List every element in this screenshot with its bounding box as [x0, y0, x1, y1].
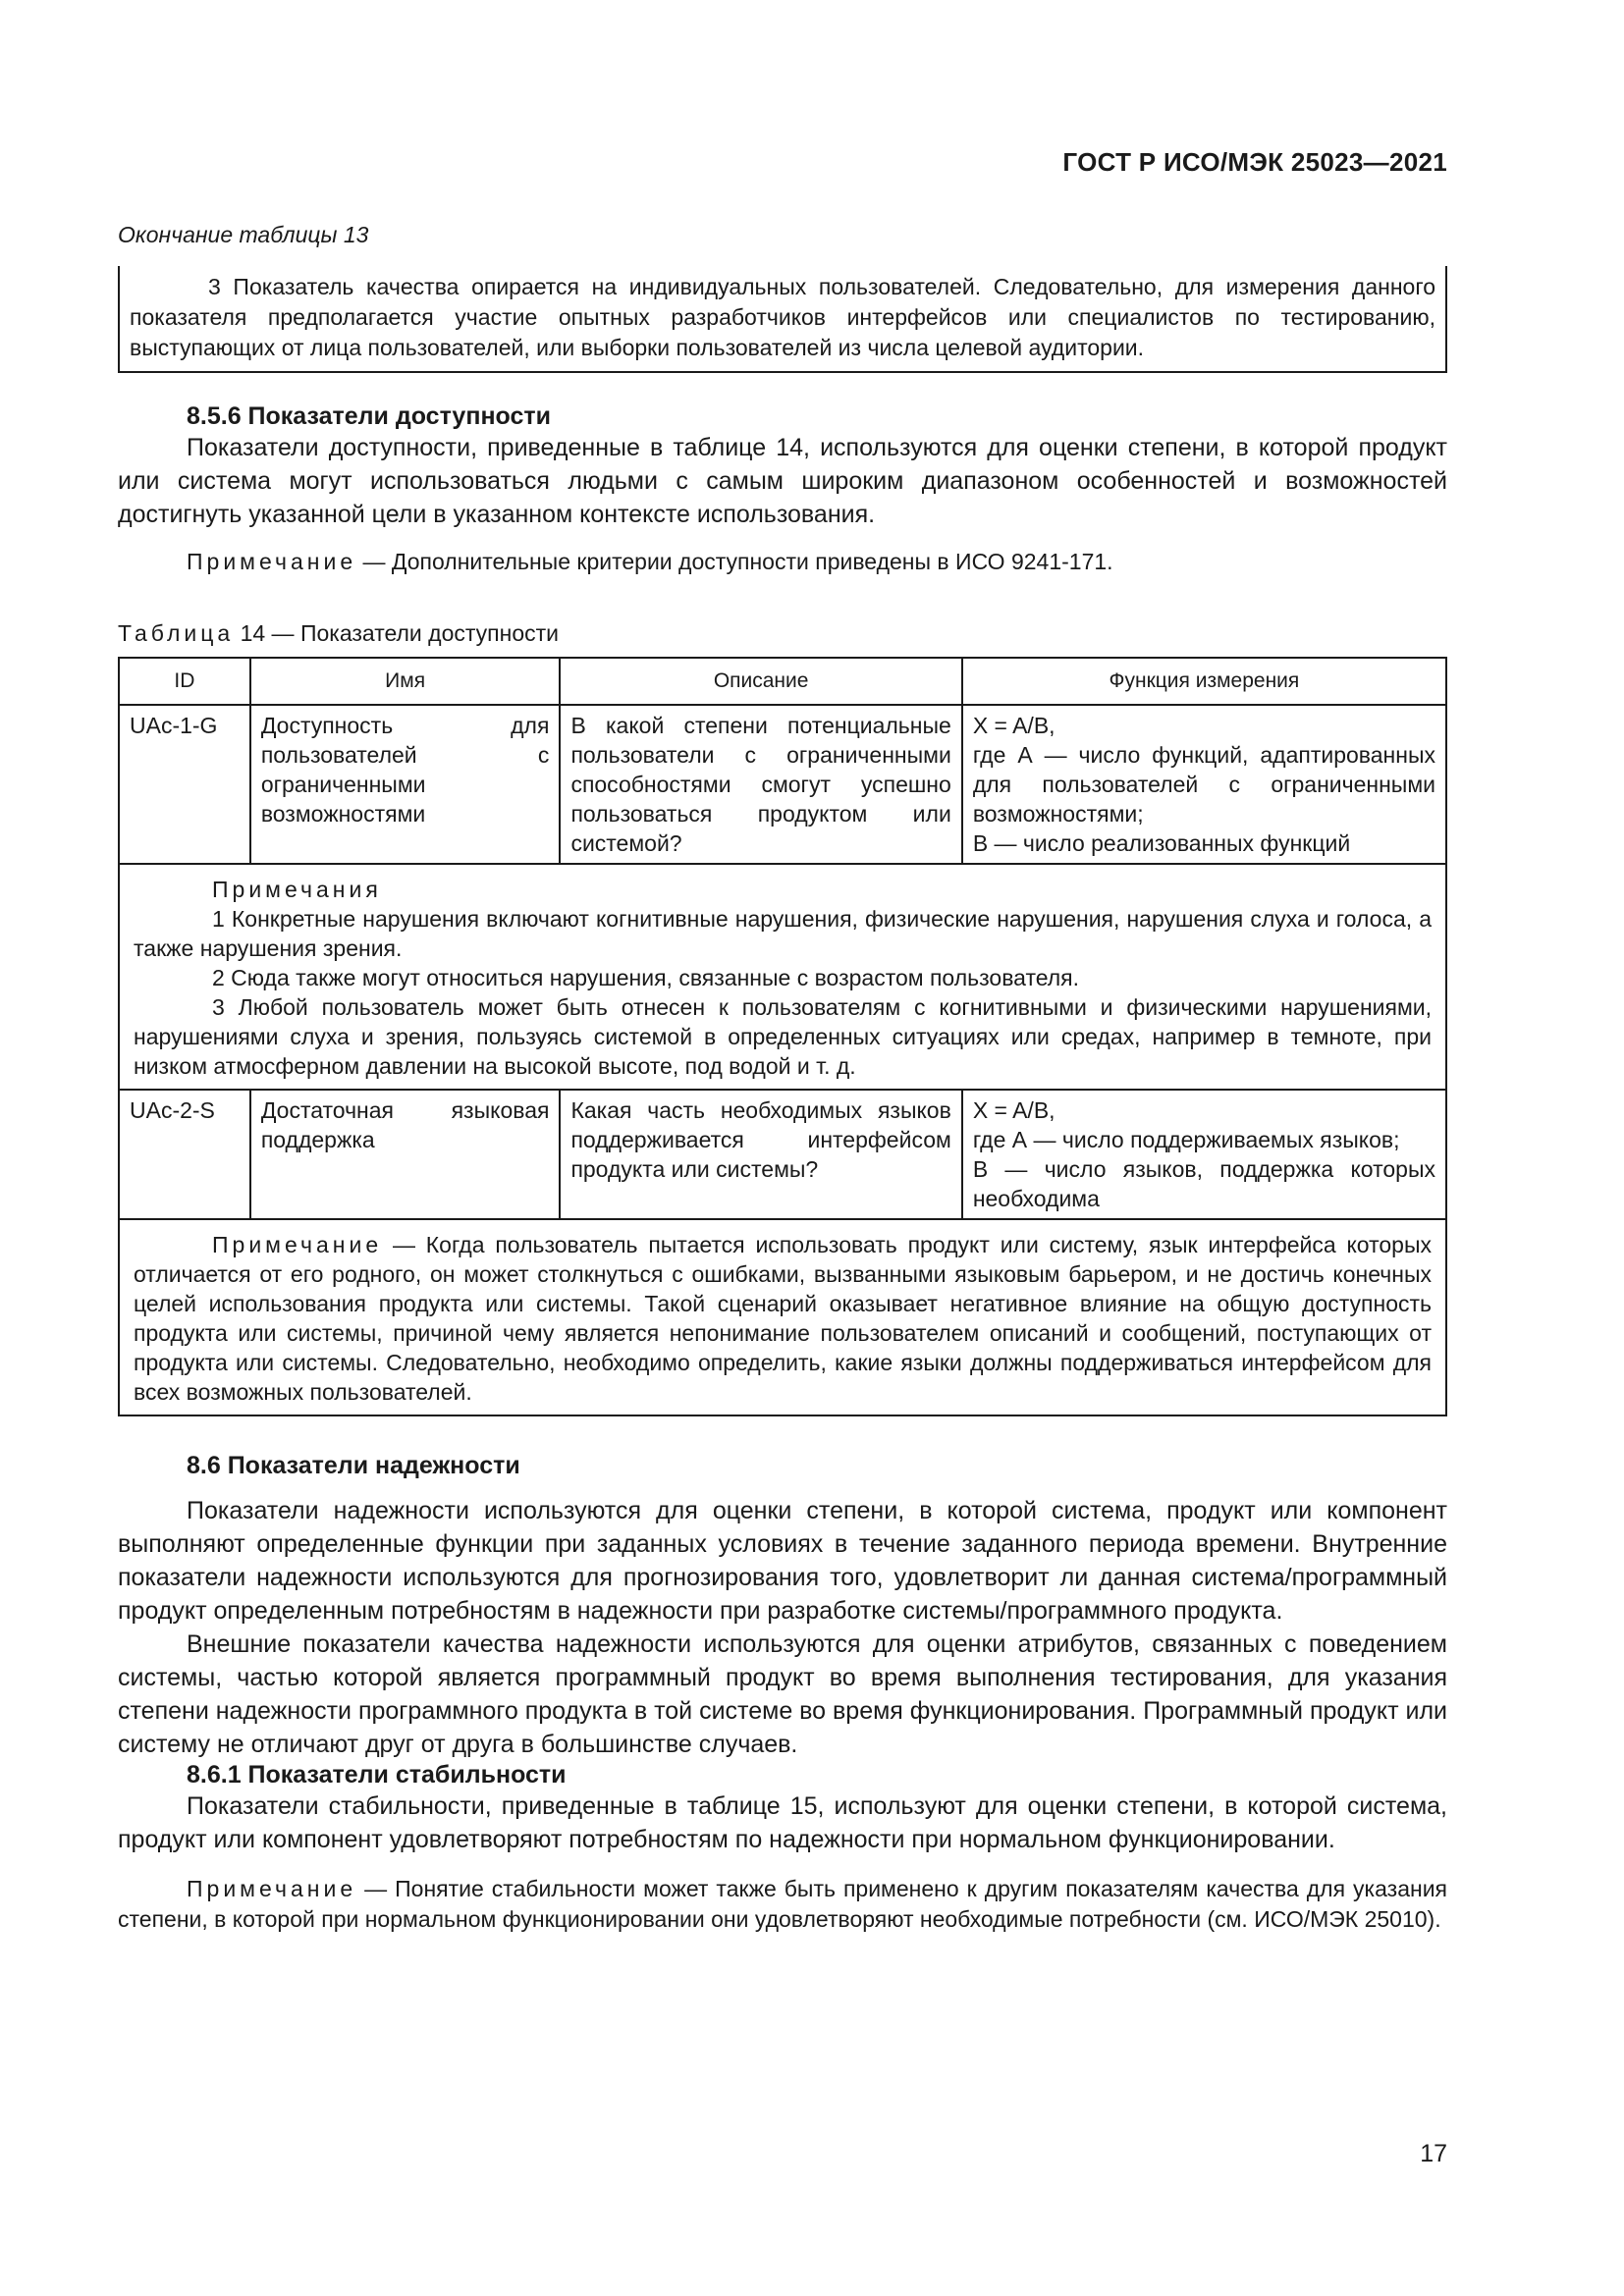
notes-label: Примечания [212, 877, 382, 902]
row1-function-formula: X = A/B, [972, 713, 1056, 738]
note-label: Примечание [187, 1876, 357, 1901]
row1-name: Доступность для пользователей с ограниченными возможностями [250, 705, 561, 864]
row2-function-a: где А — число поддерживаемых языков; [972, 1127, 1400, 1152]
table13-final-note [118, 266, 1447, 373]
row2-description: Какая часть необходимых языков поддерживается интерфейсом продукта или системы? [560, 1090, 961, 1219]
table14 [118, 657, 1447, 1416]
row1-description: В какой степени потенциальные пользователи с ограниченными способностями смогут успешно пользоваться продуктом или системой? [560, 705, 961, 864]
table-notes-row [119, 864, 1446, 1090]
table-row [119, 1090, 1446, 1219]
table-header-row [119, 658, 1446, 705]
note-1: 1 Конкретные нарушения включают когнитивные нарушения, физические нарушения, нарушения слуха и голоса, а также нарушения зрения. [134, 906, 1432, 961]
row2-note [119, 1219, 1446, 1415]
table14-caption-text: 14 — Показатели доступности [234, 620, 559, 646]
row2-note-text [134, 1230, 1432, 1407]
table14-caption-label: Таблица [118, 620, 235, 646]
section-8-5-6-note [118, 547, 1447, 577]
note-label: Примечание [212, 1232, 383, 1257]
note-3: 3 Любой пользователь может быть отнесен к пользователям с когнитивными и физическими нарушениями, нарушениями слуха и зрения, пользуясь системой в определенных ситуациях или средах, например в темноте, при низком атмосферном давлении на высокой высоте, под водой и т. д. [134, 994, 1432, 1079]
note-text: — Понятие стабильности может также быть применено к другим показателям качества для указания степени, в которой при нормальном функционировании они удовлетворяют необходимые потребности (см. ИСО/МЭК 25010). [118, 1876, 1447, 1932]
note-body: — Когда пользователь пытается использовать продукт или систему, язык интерфейса которых отличается от его родного, он может столкнуться с ошибками, вызванными языковым барьером, и не достичь конечных целей использования продукта или системы. Такой сценарий оказывает негативное влияние на общую доступность продукта или системы, причиной чему является непонимание пользователем описаний и сообщений, поступающих от продукта или системы. Следовательно, необходимо определить, какие языки должны поддерживаться интерфейсом для всех возможных пользователей. [134, 1232, 1432, 1405]
section-8-5-6-heading: 8.5.6 Показатели доступности [187, 402, 551, 430]
section-8-6-heading: 8.6 Показатели надежности [187, 1452, 520, 1479]
row1-id: UAc-1-G [119, 705, 250, 864]
note-label: Примечание [187, 549, 357, 574]
row2-function-formula: X = A/B, [972, 1097, 1056, 1123]
row1-notes [119, 864, 1446, 1090]
header-description: Описание [560, 658, 961, 705]
row1-function-a: где А — число функций, адаптированных для пользователей с ограниченными возможностями; [972, 742, 1435, 827]
header-measurement-function: Функция измерения [962, 658, 1446, 705]
row2-name: Достаточная языковая поддержка [250, 1090, 561, 1219]
table14-caption [118, 620, 1447, 647]
document-code: ГОСТ Р ИСО/МЭК 25023—2021 [1062, 147, 1447, 177]
row1-function-b: В — число реализованных функций [972, 830, 1351, 856]
row2-function-b: В — число языков, поддержка которых необходима [972, 1156, 1435, 1211]
note-text: — Дополнительные критерии доступности приведены в ИСО 9241-171. [356, 549, 1113, 574]
page-number: 17 [1420, 2140, 1447, 2167]
header-name: Имя [250, 658, 561, 705]
section-8-6-paragraph-1: Показатели надежности используются для оценки степени, в которой система, продукт или компонент выполняют определенные функции при заданных условиях в течение заданного периода времени. Внутренние показатели надежности используются для прогнозирования того, удовлетворит ли данная система/программный продукт определенным потребностям в надежности при разработке системы/программного продукта. [118, 1497, 1447, 1625]
row2-id: UAc-2-S [119, 1090, 250, 1219]
table13-note-text: 3 Показатель качества опирается на индивидуальных пользователей. Следовательно, для измерения данного показателя предполагается участие опытных разработчиков интерфейсов или специалистов по тестированию, выступающих от лица пользователей, или выборки пользователей из числа целевой аудитории. [130, 274, 1435, 360]
header-id: ID [119, 658, 250, 705]
table-row [119, 705, 1446, 864]
section-8-6-1-paragraph: Показатели стабильности, приведенные в таблице 15, используют для оценки степени, в которой система, продукт или компонент удовлетворяют потребностям по надежности при нормальном функционировании. [118, 1792, 1447, 1853]
row2-function [962, 1090, 1446, 1219]
table13-continuation-caption: Окончание таблицы 13 [118, 222, 369, 247]
page-content [118, 222, 1447, 1935]
table-notes-row [119, 1219, 1446, 1415]
section-8-5-6-paragraph: Показатели доступности, приведенные в таблице 14, используются для оценки степени, в которой продукт или система могут использоваться людьми с самым широким диапазоном особенностей и возможностей достигнуть указанной цели в указанном контексте использования. [118, 434, 1447, 528]
section-8-6-paragraph-2: Внешние показатели качества надежности используются для оценки атрибутов, связанных с поведением системы, частью которой является программный продукт во время выполнения тестирования, для указания степени надежности программного продукта в той системе во время функционирования. Программный продукт или систему не отличают друг от друга в большинстве случаев. [118, 1630, 1447, 1758]
row1-function [962, 705, 1446, 864]
section-8-6-1-heading: 8.6.1 Показатели стабильности [187, 1761, 567, 1789]
section-8-6-1-note [118, 1874, 1447, 1935]
note-2: 2 Сюда также могут относиться нарушения, связанные с возрастом пользователя. [212, 965, 1080, 990]
